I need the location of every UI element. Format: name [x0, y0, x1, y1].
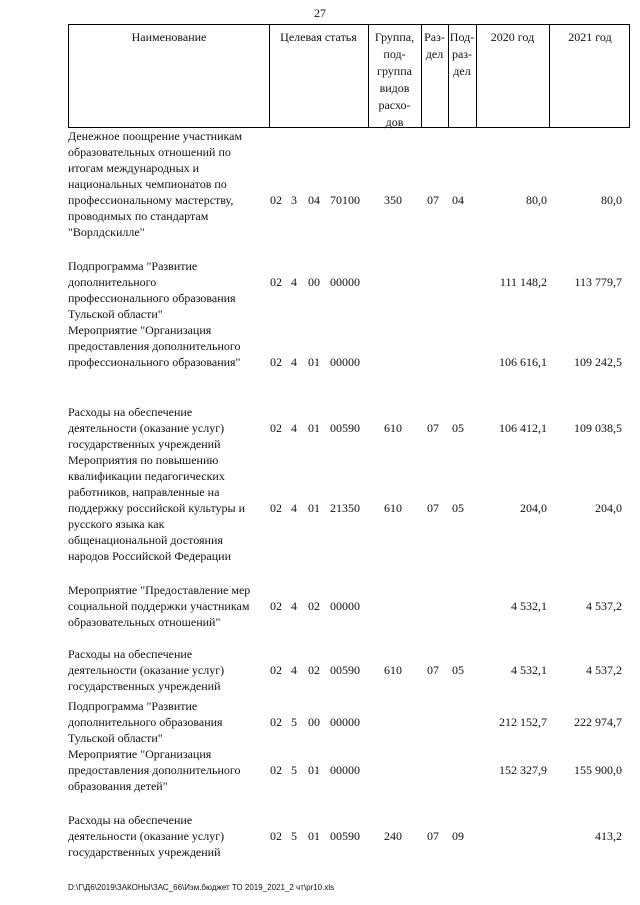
cell-c1: 02	[270, 829, 282, 843]
cell-rz: 07	[427, 501, 439, 515]
cell-c2: 4	[291, 599, 297, 613]
cell-2020: 152 327,9	[499, 763, 547, 777]
cell-c2: 4	[291, 663, 297, 677]
cell-2021: 204,0	[595, 501, 622, 515]
cell-2020: 212 152,7	[499, 715, 547, 729]
cell-c4: 00000	[330, 355, 360, 369]
cell-2021: 413,2	[595, 829, 622, 843]
cell-2020: 106 412,1	[499, 421, 547, 435]
row-name: Мероприятие "Организация предоставления дополнительного образования детей"	[68, 747, 241, 793]
cell-c2: 4	[291, 421, 297, 435]
cell-c1: 02	[270, 599, 282, 613]
cell-c2: 5	[291, 763, 297, 777]
cell-c4: 70100	[330, 193, 360, 207]
cell-rz: 07	[427, 663, 439, 677]
cell-grp: 610	[384, 421, 402, 435]
row-name: Мероприятие "Предоставление мер социальной поддержки участникам образовательных отношений"	[68, 583, 251, 629]
cell-c2: 4	[291, 501, 297, 515]
page-number: 27	[314, 6, 326, 20]
cell-c2: 4	[291, 275, 297, 289]
cell-c3: 00	[308, 715, 320, 729]
cell-grp: 240	[384, 829, 402, 843]
cell-c1: 02	[270, 501, 282, 515]
header-razdel: Раз- дел	[424, 30, 445, 61]
cell-c4: 00000	[330, 599, 360, 613]
cell-c1: 02	[270, 193, 282, 207]
cell-prz: 05	[452, 663, 464, 677]
header-2021: 2021 год	[568, 30, 612, 44]
cell-c3: 01	[308, 501, 320, 515]
cell-c4: 00000	[330, 275, 360, 289]
cell-c3: 00	[308, 275, 320, 289]
header-2020: 2020 год	[490, 30, 535, 44]
cell-c4: 00000	[330, 763, 360, 777]
row-name: Подпрограмма "Развитие дополнительного профессионального образования Тульской области"	[68, 259, 236, 321]
cell-2021: 113 779,7	[574, 275, 622, 289]
row-name: Расходы на обеспечение деятельности (оказание услуг) государственных учреждений	[68, 405, 225, 451]
header-group: Группа, под- группа видов расхо- дов	[374, 30, 415, 129]
cell-2021: 109 242,5	[574, 355, 622, 369]
cell-2020: 4 532,1	[511, 663, 547, 677]
cell-c3: 02	[308, 663, 320, 677]
cell-c4: 21350	[330, 501, 360, 515]
cell-c4: 00000	[330, 715, 360, 729]
cell-prz: 09	[452, 829, 464, 843]
cell-2020: 111 148,2	[499, 275, 547, 289]
cell-rz: 07	[427, 193, 439, 207]
cell-c4: 00590	[330, 829, 360, 843]
row-name: Расходы на обеспечение деятельности (оказание услуг) государственных учреждений	[68, 813, 225, 859]
cell-c1: 02	[270, 715, 282, 729]
cell-c3: 04	[308, 193, 320, 207]
cell-c2: 5	[291, 715, 297, 729]
cell-c1: 02	[270, 421, 282, 435]
cell-grp: 610	[384, 663, 402, 677]
cell-rz: 07	[427, 829, 439, 843]
cell-rz: 07	[427, 421, 439, 435]
header-target: Целевая статья	[280, 30, 357, 44]
cell-c3: 01	[308, 421, 320, 435]
cell-c1: 02	[270, 663, 282, 677]
row-name: Мероприятие "Организация предоставления дополнительного профессионального образования"	[68, 323, 241, 369]
row-name: Расходы на обеспечение деятельности (оказание услуг) государственных учреждений	[68, 647, 225, 693]
cell-2021: 155 900,0	[574, 763, 622, 777]
file-path-footer: D:\Г\Д6\2019\ЗАКОНЫ\ЗАС_66\Изм.бюджет ТО 2019_2021_2 чт\pr10.xls	[68, 883, 335, 892]
cell-prz: 04	[452, 193, 464, 207]
table-header	[68, 24, 630, 128]
cell-2020: 4 532,1	[511, 599, 547, 613]
header-name: Наименование	[131, 30, 207, 44]
cell-grp: 610	[384, 501, 402, 515]
cell-c3: 01	[308, 763, 320, 777]
cell-2021: 109 038,5	[574, 421, 622, 435]
row-name: Денежное поощрение участникам образовательных отношений по итогам международных и национальных чемпионатов по профессиональному мастерству, проводимых по стандартам "Ворлдскилле"	[68, 129, 243, 239]
cell-2020: 204,0	[520, 501, 547, 515]
cell-c1: 02	[270, 355, 282, 369]
cell-c3: 02	[308, 599, 320, 613]
cell-c1: 02	[270, 275, 282, 289]
cell-c1: 02	[270, 763, 282, 777]
cell-c2: 4	[291, 355, 297, 369]
row-name: Мероприятия по повышению квалификации педагогических работников, направленные на поддержку российской культуры и русского языка как общенациональной достояния народов Российской Федерации	[68, 453, 246, 563]
cell-2020: 106 616,1	[499, 355, 547, 369]
cell-c3: 01	[308, 355, 320, 369]
cell-grp: 350	[384, 193, 402, 207]
cell-2021: 80,0	[601, 193, 622, 207]
cell-prz: 05	[452, 421, 464, 435]
header-podrazdel: Под- раз- дел	[449, 30, 475, 78]
cell-c2: 3	[291, 193, 297, 207]
cell-c4: 00590	[330, 663, 360, 677]
cell-prz: 05	[452, 501, 464, 515]
row-name: Подпрограмма "Развитие дополнительного образования Тульской области"	[68, 699, 223, 745]
cell-c2: 5	[291, 829, 297, 843]
cell-c4: 00590	[330, 421, 360, 435]
cell-2021: 222 974,7	[574, 715, 622, 729]
cell-2020: 80,0	[526, 193, 547, 207]
cell-2021: 4 537,2	[586, 599, 622, 613]
cell-2021: 4 537,2	[586, 663, 622, 677]
cell-c3: 01	[308, 829, 320, 843]
